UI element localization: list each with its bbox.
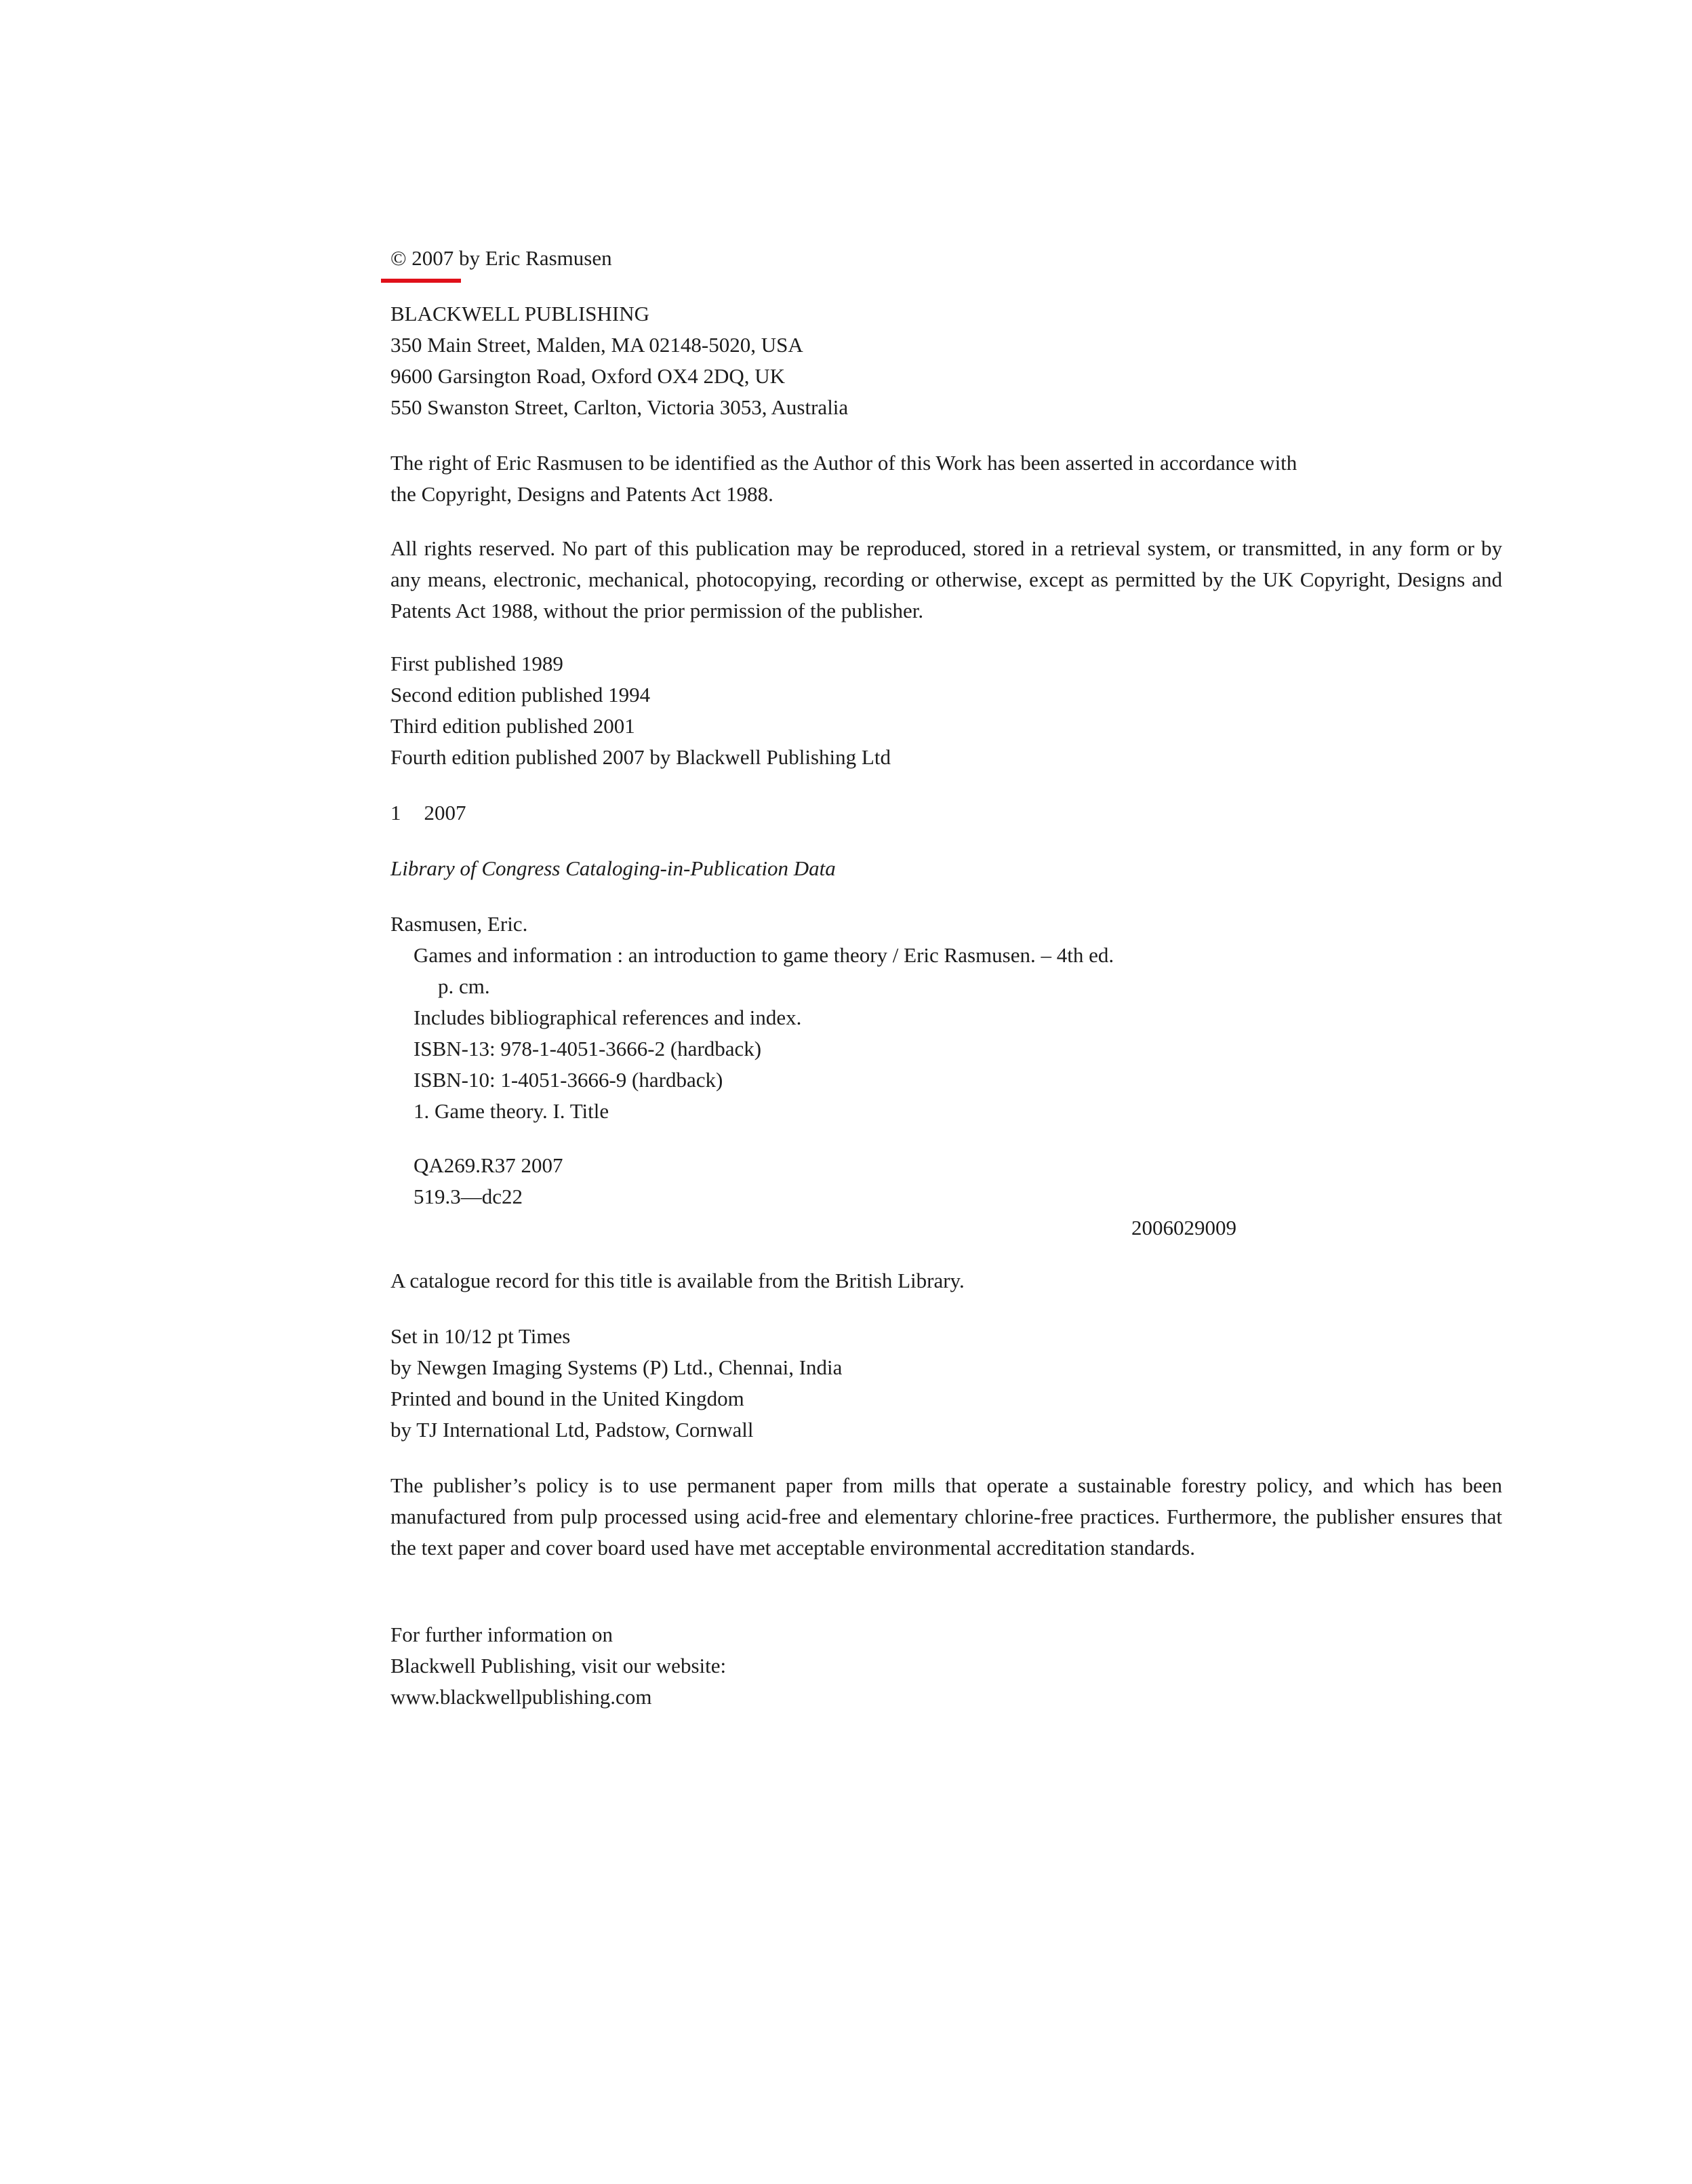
cip-heading-text: Library of Congress Cataloging-in-Publication Data <box>390 856 836 880</box>
publisher-address-au: 550 Swanston Street, Carlton, Victoria 3053, Australia <box>390 395 849 419</box>
cip-dewey: 519.3—dc22 <box>414 1185 523 1208</box>
paper-policy-statement <box>390 1470 1502 1564</box>
printing-year: 2007 <box>424 801 466 825</box>
further-info-line: For further information on <box>390 1623 613 1646</box>
cip-author: Rasmusen, Eric. <box>390 912 528 936</box>
cip-title: Games and information : an introduction to game theory / Eric Rasmusen. – 4th ed. <box>414 943 1114 967</box>
cip-subjects: 1. Game theory. I. Title <box>414 1099 609 1123</box>
paper-policy-text: The publisher’s policy is to use permanent paper from mills that operate a sustainable forestry policy, and which has been manufactured from pulp processed using acid-free and elementary chlorine-free practices. Furthermore, the publisher ensures that the text paper and cover board used have met acceptable environmental accreditation standards. <box>390 1473 1502 1560</box>
moral-right-line: the Copyright, Designs and Patents Act 1988. <box>390 482 773 506</box>
edition-line: Third edition published 2001 <box>390 714 635 738</box>
publisher-address-us: 350 Main Street, Malden, MA 02148-5020, USA <box>390 333 803 357</box>
cip-pages: p. cm. <box>438 974 490 998</box>
cip-includes: Includes bibliographical references and index. <box>414 1006 802 1029</box>
typeset-line: by TJ International Ltd, Padstow, Cornwall <box>390 1418 754 1442</box>
moral-right-statement <box>390 448 1502 510</box>
typesetting-printing-info <box>390 1321 1502 1446</box>
edition-line: First published 1989 <box>390 652 563 675</box>
further-info-line: Blackwell Publishing, visit our website: <box>390 1654 727 1677</box>
cip-heading <box>390 853 1502 884</box>
typeset-line: Printed and bound in the United Kingdom <box>390 1387 744 1410</box>
red-underline-mark <box>381 279 461 283</box>
edition-line: Second edition published 1994 <box>390 683 651 707</box>
edition-history <box>390 648 1502 773</box>
further-information <box>390 1619 1502 1713</box>
cip-isbn10: ISBN-10: 1-4051-3666-9 (hardback) <box>414 1068 723 1092</box>
typeset-line: by Newgen Imaging Systems (P) Ltd., Chennai, India <box>390 1355 843 1379</box>
cip-lc-class: QA269.R37 2007 <box>414 1153 563 1177</box>
catalogue-record-text: A catalogue record for this title is available from the British Library. <box>390 1269 965 1292</box>
publisher-block <box>390 298 1502 423</box>
printing-run <box>390 797 1502 829</box>
moral-right-line: The right of Eric Rasmusen to be identified as the Author of this Work has been asserted in accordance with <box>390 451 1297 475</box>
copyright-line: © 2007 by Eric Rasmusen <box>390 246 612 270</box>
rights-reserved-text: All rights reserved. No part of this publication may be reproduced, stored in a retrieval system, or transmitted, in any form or by any means, electronic, mechanical, photocopying, recording or otherwise, except as permitted by the UK Copyright, Designs and Patents Act 1988, without the prior permission of the publisher. <box>390 536 1502 622</box>
edition-line: Fourth edition published 2007 by Blackwell Publishing Ltd <box>390 745 891 769</box>
printing-number: 1 <box>390 801 401 825</box>
copyright-notice <box>390 243 1502 274</box>
website-url: www.blackwellpublishing.com <box>390 1685 652 1709</box>
rights-reserved-statement <box>390 533 1502 627</box>
typeset-line: Set in 10/12 pt Times <box>390 1324 571 1348</box>
cip-data <box>390 909 1502 1244</box>
cip-lccn: 2006029009 <box>1131 1216 1236 1239</box>
publisher-name: BLACKWELL PUBLISHING <box>390 302 650 325</box>
cip-isbn13: ISBN-13: 978-1-4051-3666-2 (hardback) <box>414 1037 762 1060</box>
catalogue-record-statement <box>390 1265 1502 1296</box>
publisher-address-uk: 9600 Garsington Road, Oxford OX4 2DQ, UK <box>390 364 786 388</box>
